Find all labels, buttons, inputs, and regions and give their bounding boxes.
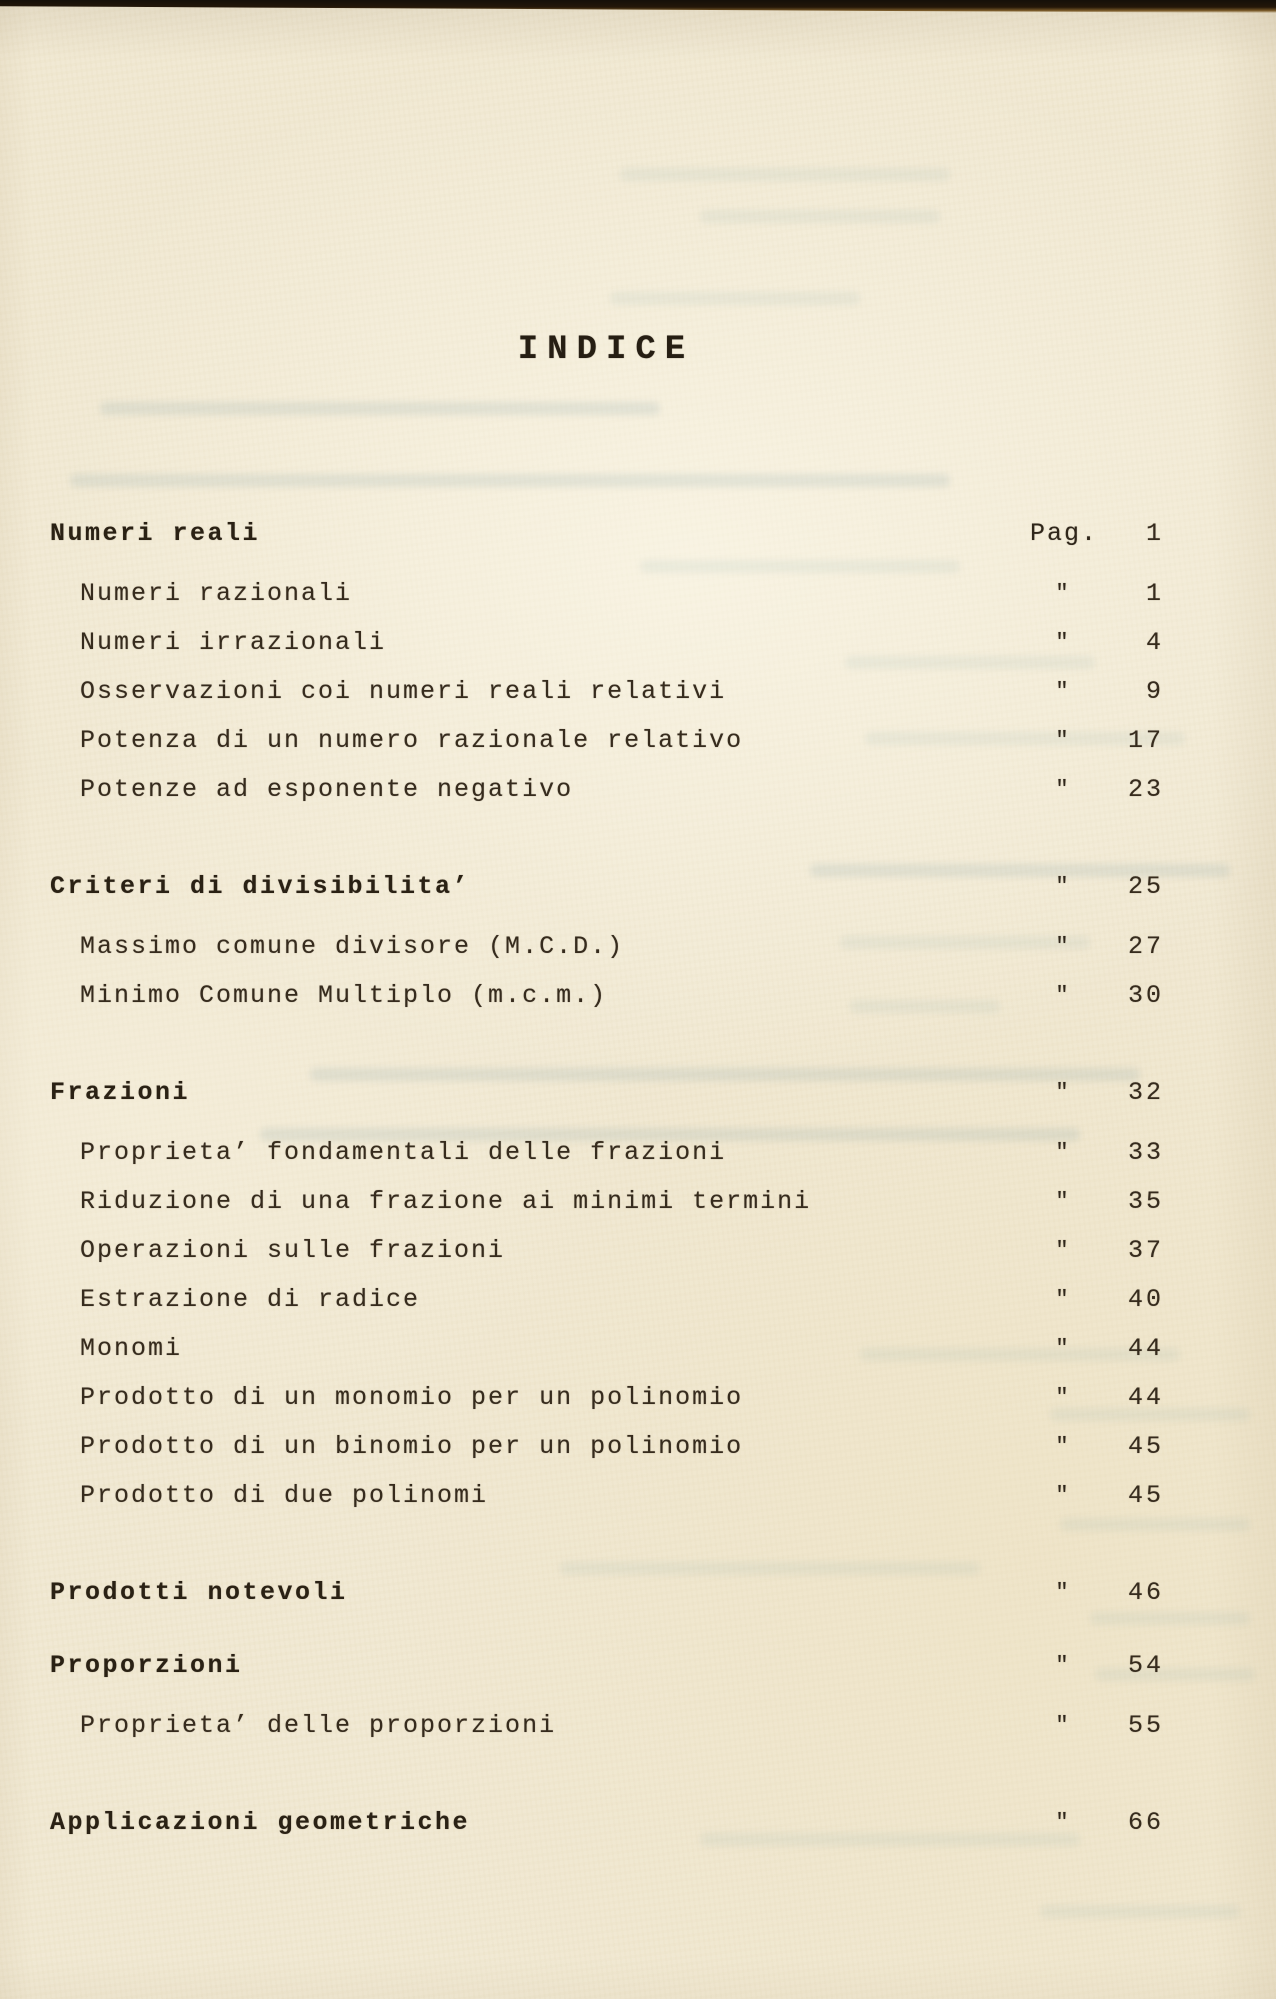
page-column-mark: " xyxy=(1055,874,1071,899)
toc-row xyxy=(0,1234,1276,1267)
toc-entry-label: Monomi xyxy=(80,1334,183,1363)
page-column-mark: " xyxy=(1055,679,1071,704)
page-column-mark: " xyxy=(1055,1238,1071,1263)
toc-row xyxy=(0,724,1276,757)
page-number: 35 xyxy=(1127,1187,1164,1216)
toc-entry-label: Proprieta’ fondamentali delle frazioni xyxy=(80,1138,727,1167)
toc-row xyxy=(0,1185,1276,1218)
table-of-contents xyxy=(0,517,1276,1839)
toc-entry-label: Estrazione di radice xyxy=(80,1285,421,1314)
page-column-mark: " xyxy=(1055,728,1071,753)
page-title: INDICE xyxy=(517,331,695,369)
toc-entry-label: Massimo comune divisore (M.C.D.) xyxy=(80,932,625,961)
page-column-mark: " xyxy=(1055,581,1071,606)
toc-entry-label: Applicazioni geometriche xyxy=(50,1808,471,1837)
page-column-mark: " xyxy=(1055,1483,1071,1508)
toc-entry-label: Numeri irrazionali xyxy=(80,628,387,657)
page-number: 1 xyxy=(1145,519,1164,548)
page-column-mark: " xyxy=(1055,1580,1071,1605)
page-column-mark: " xyxy=(1055,1434,1071,1459)
page-number: 44 xyxy=(1127,1334,1164,1363)
toc-row xyxy=(0,517,1276,550)
toc-row xyxy=(0,979,1276,1012)
toc-row xyxy=(0,1136,1276,1169)
page-column-mark: " xyxy=(1055,1810,1071,1835)
show-through-ghost xyxy=(620,168,950,181)
toc-entry-label: Proprieta’ delle proporzioni xyxy=(80,1711,557,1740)
toc-entry-label: Operazioni sulle frazioni xyxy=(80,1236,506,1265)
show-through-ghost xyxy=(100,402,660,415)
page-number: 17 xyxy=(1127,726,1164,755)
toc-row xyxy=(0,870,1276,903)
page-column-mark: " xyxy=(1055,983,1071,1008)
page-number: 45 xyxy=(1127,1481,1164,1510)
toc-entry-label: Prodotto di due polinomi xyxy=(80,1481,489,1510)
toc-row xyxy=(0,930,1276,963)
toc-row xyxy=(0,1479,1276,1512)
page-number: 32 xyxy=(1127,1078,1164,1107)
toc-entry-label: Proporzioni xyxy=(50,1651,243,1680)
page-number: 23 xyxy=(1127,775,1164,804)
toc-entry-label: Numeri reali xyxy=(50,519,261,548)
page-number: 40 xyxy=(1127,1285,1164,1314)
page-number: 9 xyxy=(1145,677,1164,706)
page-column-mark: " xyxy=(1055,1189,1071,1214)
page-column-mark: " xyxy=(1055,934,1071,959)
page-number: 30 xyxy=(1127,981,1164,1010)
toc-entry-label: Potenze ad esponente negativo xyxy=(80,775,574,804)
toc-row xyxy=(0,1576,1276,1609)
toc-row xyxy=(0,1430,1276,1463)
show-through-ghost xyxy=(1040,1905,1240,1918)
toc-row xyxy=(0,1283,1276,1316)
page-number: 44 xyxy=(1127,1383,1164,1412)
toc-row xyxy=(0,1381,1276,1414)
toc-row xyxy=(0,626,1276,659)
page-column-mark: " xyxy=(1055,1140,1071,1165)
show-through-ghost xyxy=(610,292,860,305)
page-number: 37 xyxy=(1127,1236,1164,1265)
toc-row xyxy=(0,1332,1276,1365)
page-column-mark: Pag. xyxy=(1030,519,1099,548)
page-number: 66 xyxy=(1127,1808,1164,1837)
show-through-ghost xyxy=(700,210,940,223)
toc-row xyxy=(0,773,1276,806)
toc-entry-label: Prodotto di un binomio per un polinomio xyxy=(80,1432,744,1461)
page-number: 25 xyxy=(1127,872,1164,901)
page-number: 27 xyxy=(1127,932,1164,961)
toc-entry-label: Minimo Comune Multiplo (m.c.m.) xyxy=(80,981,608,1010)
toc-entry-label: Numeri razionali xyxy=(80,579,353,608)
toc-entry-label: Potenza di un numero razionale relativo xyxy=(80,726,744,755)
toc-entry-label: Riduzione di una frazione ai minimi termini xyxy=(80,1187,812,1216)
toc-row xyxy=(0,577,1276,610)
page-number: 54 xyxy=(1127,1651,1164,1680)
page-number: 55 xyxy=(1127,1711,1164,1740)
page-column-mark: " xyxy=(1055,1336,1071,1361)
page-column-mark: " xyxy=(1055,1385,1071,1410)
page-number: 33 xyxy=(1127,1138,1164,1167)
page-number: 45 xyxy=(1127,1432,1164,1461)
page-column-mark: " xyxy=(1055,1653,1071,1678)
page-column-mark: " xyxy=(1055,1080,1071,1105)
toc-entry-label: Prodotto di un monomio per un polinomio xyxy=(80,1383,744,1412)
toc-row xyxy=(0,1649,1276,1682)
toc-row xyxy=(0,1076,1276,1109)
toc-row xyxy=(0,675,1276,708)
page-number: 4 xyxy=(1145,628,1164,657)
toc-entry-label: Frazioni xyxy=(50,1078,191,1107)
toc-entry-label: Criteri di divisibilita’ xyxy=(50,872,471,901)
toc-entry-label: Osservazioni coi numeri reali relativi xyxy=(80,677,727,706)
toc-row xyxy=(0,1806,1276,1839)
page-column-mark: " xyxy=(1055,630,1071,655)
page-column-mark: " xyxy=(1055,1287,1071,1312)
page-number: 46 xyxy=(1127,1578,1164,1607)
page-number: 1 xyxy=(1145,579,1164,608)
page-column-mark: " xyxy=(1055,1713,1071,1738)
toc-entry-label: Prodotti notevoli xyxy=(50,1578,348,1607)
scan-top-edge xyxy=(0,0,1276,13)
toc-row xyxy=(0,1709,1276,1742)
show-through-ghost xyxy=(70,474,950,487)
page-column-mark: " xyxy=(1055,777,1071,802)
